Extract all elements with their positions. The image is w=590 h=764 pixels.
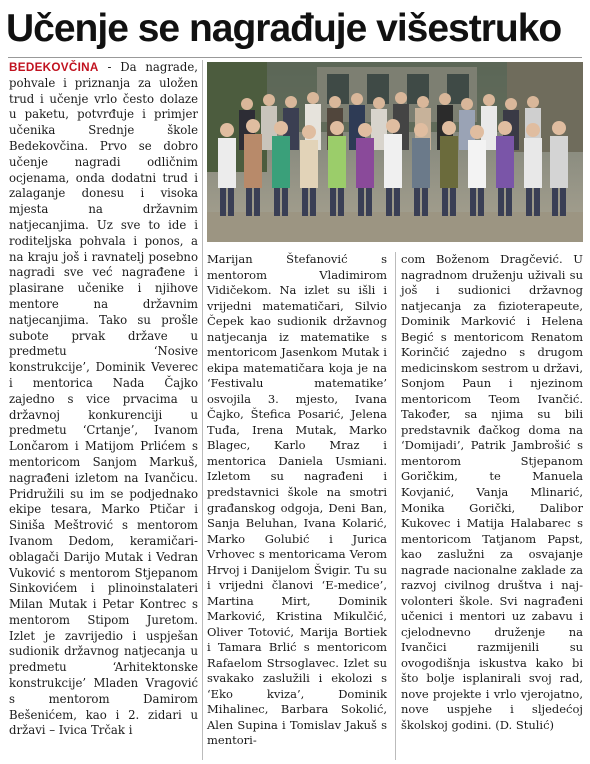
article-column-3 <box>401 252 583 733</box>
article-text: com Boženom Dragčević. U nagradnom druženju uživali su još i sudionici državnog natjecanja za fizioterapeute, Dominik Marković i Helena Begić s mentoricom Renatom Korinčić zajedno s drugom medicinskom sestrom u državi, Sonjom Paun i njezinom mentoricom Teom Ivančić. Također, sa njima su bili predstavnik đačkog doma na ‘Domijadi’, Patrik Jambrošić s mentorom Stjepanom Goričkim, te Manuela Kovjanić, Vanja Mlinarić, Monika Gorički, Dalibor Kukovec i Matija Halabarec s mentoricom Tatjanom Papst, kao zaslužni za osvajanje nagrade nacionalne zaklade za razvoj civilnog društva i naj-volonteri škole. Svi nagrađeni učenici i mentori uz zabavu i cjelodnevno druženje na Ivančici razmijenili su ovogodišnja iskustva kako bi što bolje isplanirali svoj rad, nove projekte i vrlo vjerojatno, nove uspjehe i sljedećoj školskoj godini. (D. Stulić) <box>401 252 583 732</box>
column-divider <box>395 252 396 760</box>
article-column-1 <box>9 60 198 739</box>
title-rule <box>8 57 582 58</box>
article-text: - Da nagrade, pohvale i priznanja za uložen trud i učenje vrlo često dolaze u paketu, potvrđuje i primjer učenika Srednje škole Bedekovčina. Prvo se dobro učenje nagradi odličnim ocjenama, onda dodatni trud i zalaganje donesu i visoka mjesta na državnim natjecanjima. Uz sve to ide i roditeljska pohvala i ponos, a na kraju još i ravnatelj posebno nagradi sve već nagrađene i plasirane učenike i njihove mentore na državnim natjecanjima. Tako su prošle subote prvak države u predmetu ‘Nosive konstrukcije’, Dominik Veverec i mentorica Nada Čajko zajedno s vice prvacima u državnoj konkurenciji u predmetu ‘Crtanje’, Ivanom Lončarom i Matijom Prlićem s mentoricom Sanjom Markuš, nagrađeni izletom na Ivančicu. Pridružili su im se podjednako ekipe tesara, Marko Ptičar i Siniša Meštrović s mentorom Ivanom Dedom, keramičari-oblagači Darijo Mutak i Vedran Vuković s mentorom Stjepanom Sinkovićem i plinoinstalateri Milan Mutak i Petar Kontrec s mentorom Stipom Juretom. Izlet je zavrijedio i uspješan sudionik državnog natjecanja u predmetu ‘Arhitektonske konstrukcije’ Mladen Vragović s mentorom Damirom Bešenićem, kao i 2. zidari u državi – Ivica Trčak i <box>9 60 198 738</box>
article-column-2 <box>207 252 387 749</box>
dateline-place: BEDEKOVČINA <box>9 61 99 74</box>
group-photo <box>207 62 583 242</box>
article-text: Marijan Štefanović s mentorom Vladimirom Vidičekom. Na izlet su išli i vrijedni matematičari, Silvio Čepek kao sudionik državnog natjecanja iz matematike s mentoricom Jasenkom Mutak i ekipa matematičara koja je na ‘Festivalu matematike’ osvojila 3. mjesto, Ivana Čajko, Štefica Posarić, Jelena Tuđa, Irena Mutak, Marko Blagec, Karlo Mraz i mentorica Daniela Usmiani. Izletom su nagrađeni i predstavnici škole na smotri građanskog odgoja, Deni Ban, Sanja Beluhan, Ivana Kolarić, Marko Golubić i Jurica Vrhovec s mentoricama Verom Hrvoj i Danijelom Švigir. Tu su i vrijedni članovi ‘E-medice’, Martina Mirt, Dominik Marković, Kristina Mikulčić, Oliver Totović, Marija Bortiek i Tamara Brlić s mentoricom Rafaelom Strsoglavec. Izlet su svakako zaslužili i ekolozi s ‘Eko kviza’, Dominik Mihalinec, Barbara Sokolić, Alen Supina i Tomislav Jakuš s mentori- <box>207 252 387 748</box>
column-divider <box>202 60 203 760</box>
headline: Učenje se nagrađuje višestruko <box>6 7 562 50</box>
